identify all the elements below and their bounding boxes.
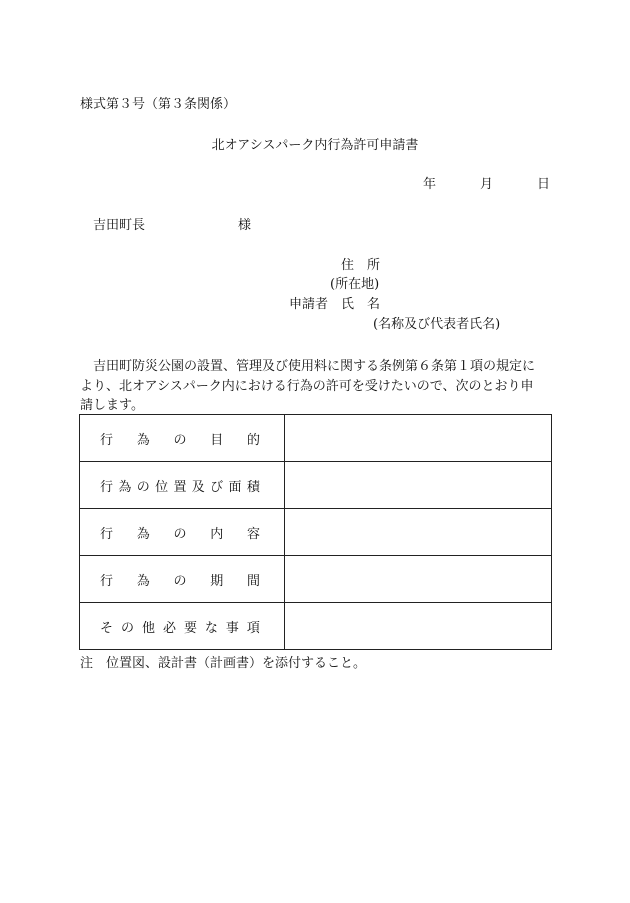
attachment-note: 注 位置図、設計書（計画書）を添付すること。	[80, 656, 367, 671]
label-char: 容	[246, 526, 260, 542]
application-items-table	[79, 414, 552, 650]
month-label: 月	[479, 177, 493, 192]
row-label	[80, 556, 285, 603]
label-char: の	[136, 479, 150, 495]
row-value-field[interactable]	[285, 509, 552, 556]
label-char: 置	[173, 479, 187, 495]
label-char: 目	[210, 432, 224, 448]
label-char: 位	[155, 479, 169, 495]
label-char: 行	[100, 573, 114, 589]
label-char: 行	[100, 432, 114, 448]
label-char: の	[173, 526, 187, 542]
label-char: 為	[136, 432, 150, 448]
day-label: 日	[536, 177, 550, 192]
applicant-label: 申請者	[289, 297, 329, 312]
row-label-text	[80, 476, 284, 495]
label-char: 内	[210, 526, 224, 542]
name-label: 氏 名	[341, 297, 381, 312]
label-char: 的	[246, 432, 260, 448]
table-row	[80, 603, 552, 650]
row-label-text	[80, 617, 284, 636]
date-line	[423, 177, 550, 193]
table-row	[80, 415, 552, 462]
label-char: の	[173, 573, 187, 589]
label-char: 期	[210, 573, 224, 589]
label-char: 行	[100, 479, 114, 495]
representative-label: (名称及び代表者氏名)	[373, 317, 501, 332]
year-label: 年	[422, 177, 436, 192]
label-char: 及	[191, 479, 205, 495]
row-label-text	[80, 429, 284, 448]
row-label	[80, 603, 285, 650]
label-char: 為	[118, 479, 132, 495]
label-char: な	[204, 620, 218, 636]
label-char: 他	[141, 620, 155, 636]
row-value-field[interactable]	[285, 462, 552, 509]
label-char: そ	[100, 620, 114, 636]
label-char: 必	[162, 620, 176, 636]
table-row	[80, 509, 552, 556]
body-line: 請します。	[80, 398, 144, 413]
row-label	[80, 509, 285, 556]
label-char: 項	[246, 620, 260, 636]
label-char: び	[210, 479, 224, 495]
label-char: 為	[136, 526, 150, 542]
label-char: の	[120, 620, 134, 636]
label-char: 事	[225, 620, 239, 636]
label-char: の	[173, 432, 187, 448]
table-row	[80, 556, 552, 603]
document-title: 北オアシスパーク内行為許可申請書	[211, 138, 419, 153]
body-line: 吉田町防災公園の設置、管理及び使用料に関する条例第６条第１項の規定に	[80, 359, 536, 374]
label-char: 為	[136, 573, 150, 589]
row-label	[80, 415, 285, 462]
row-value-field[interactable]	[285, 415, 552, 462]
row-label-text	[80, 523, 284, 542]
application-body	[80, 357, 552, 416]
body-line: より、北オアシスパーク内における行為の許可を受けたいので、次のとおり申	[80, 378, 534, 394]
row-value-field[interactable]	[285, 603, 552, 650]
label-char: 間	[246, 573, 260, 589]
row-value-field[interactable]	[285, 556, 552, 603]
label-char: 要	[183, 620, 197, 636]
address-label: 住 所	[341, 258, 381, 273]
label-char: 面	[228, 479, 242, 495]
form-number: 様式第３号（第３条関係）	[80, 97, 237, 112]
table-row	[80, 462, 552, 509]
row-label	[80, 462, 285, 509]
row-label-text	[80, 570, 284, 589]
addressee-name: 吉田町長	[93, 218, 146, 233]
location-label: (所在地)	[330, 277, 380, 292]
label-char: 積	[246, 479, 260, 495]
label-char: 行	[100, 526, 114, 542]
addressee-honorific: 様	[238, 218, 252, 233]
